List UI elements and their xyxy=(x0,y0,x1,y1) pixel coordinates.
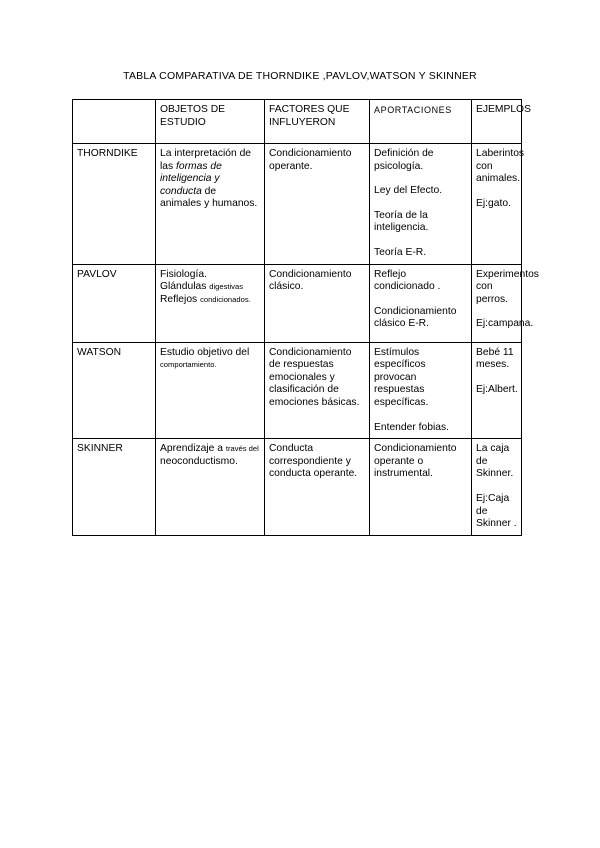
aportacion-item: Estímulos específicos provocan respuestas específicas. xyxy=(374,346,429,408)
aportacion-item: Definición de psicología. xyxy=(374,148,434,172)
table-row-pavlov xyxy=(73,264,522,342)
factores-cell: Conducta correspondiente y conducta operante. xyxy=(265,439,370,536)
ejemplo-item: Ej:gato. xyxy=(476,197,511,209)
cell-text: de animales y humanos. xyxy=(160,185,258,210)
cell-text: Reflejos xyxy=(160,293,201,305)
cell-text: neoconductismo. xyxy=(160,455,238,467)
aportacion-item: Condicionamiento operante o instrumental. xyxy=(374,443,457,480)
header-objetos: OBJETOS DE ESTUDIO xyxy=(156,100,265,144)
header-blank xyxy=(73,100,156,144)
cell-text-small: través del xyxy=(225,444,259,454)
header-factores: FACTORES QUE INFLUYERON xyxy=(265,100,370,144)
header-aportaciones: APORTACIONES xyxy=(370,100,472,144)
objetos-cell xyxy=(156,439,265,536)
cell-line xyxy=(160,281,260,294)
factores-cell: Condicionamiento clásico. xyxy=(265,264,370,342)
ejemplos-cell xyxy=(472,264,539,342)
ejemplo-item: Ej:Caja de Skinner . xyxy=(476,492,517,530)
aportacion-item: Teoría de la inteligencia. xyxy=(374,209,429,234)
cell-text: Glándulas xyxy=(160,281,210,293)
header-ejemplos: EJEMPLOS xyxy=(472,100,522,144)
author-name: THORNDIKE xyxy=(73,144,156,265)
factores-cell: Condicionamiento operante. xyxy=(265,144,370,265)
cell-text: Fisiología. xyxy=(160,268,207,280)
cell-line xyxy=(160,294,260,307)
ejemplo-item: Ej:Albert. xyxy=(476,383,518,395)
objetos-cell xyxy=(156,342,265,439)
objetos-cell xyxy=(156,144,265,265)
aportacion-item: Reflejo condicionado . xyxy=(374,268,441,293)
ejemplos-cell xyxy=(472,342,522,439)
cell-text-small: digestivas xyxy=(209,282,244,292)
factores-cell: Condicionamiento de respuestas emocionales y clasificación de emociones básicas. xyxy=(265,342,370,439)
author-name: SKINNER xyxy=(73,439,156,536)
cell-text-italic: formas de inteligencia y conducta xyxy=(160,160,222,197)
ejemplo-item: Ej:campana. xyxy=(476,318,534,330)
header-row xyxy=(73,100,522,144)
comparison-table xyxy=(72,99,539,536)
ejemplos-cell xyxy=(472,144,525,265)
aportacion-item: Entender fobias. xyxy=(374,421,449,433)
cell-text: La interpretación de las xyxy=(160,148,252,172)
aportaciones-cell xyxy=(370,144,472,265)
ejemplo-item: Experimentos con perros. xyxy=(476,268,539,305)
aportacion-item: Ley del Efecto. xyxy=(374,185,443,197)
table-row-watson xyxy=(73,342,522,439)
ejemplo-item: La caja de Skinner. xyxy=(476,443,514,480)
table-row-thorndike xyxy=(73,144,522,265)
objetos-cell xyxy=(156,264,265,342)
aportacion-item: Teoría E-R. xyxy=(374,246,427,258)
cell-text: Aprendizaje a xyxy=(160,443,226,455)
ejemplos-cell xyxy=(472,439,522,536)
document-title: TABLA COMPARATIVA DE THORNDIKE ,PAVLOV,WATSON Y SKINNER xyxy=(123,70,477,82)
aportaciones-cell xyxy=(370,439,472,536)
aportaciones-cell xyxy=(370,342,472,439)
cell-text: Estudio objetivo del xyxy=(160,346,250,358)
author-name: PAVLOV xyxy=(73,264,156,342)
author-name: WATSON xyxy=(73,342,156,439)
cell-text-small: condicionados. xyxy=(200,294,251,304)
cell-text-small: comportamiento. xyxy=(160,360,217,370)
table-row-skinner xyxy=(73,439,522,536)
aportacion-item: Condicionamiento clásico E-R. xyxy=(374,305,457,330)
ejemplo-item: Bebé 11 meses. xyxy=(476,346,514,371)
ejemplo-item: Laberintos con animales. xyxy=(476,148,525,185)
aportaciones-cell xyxy=(370,264,472,342)
